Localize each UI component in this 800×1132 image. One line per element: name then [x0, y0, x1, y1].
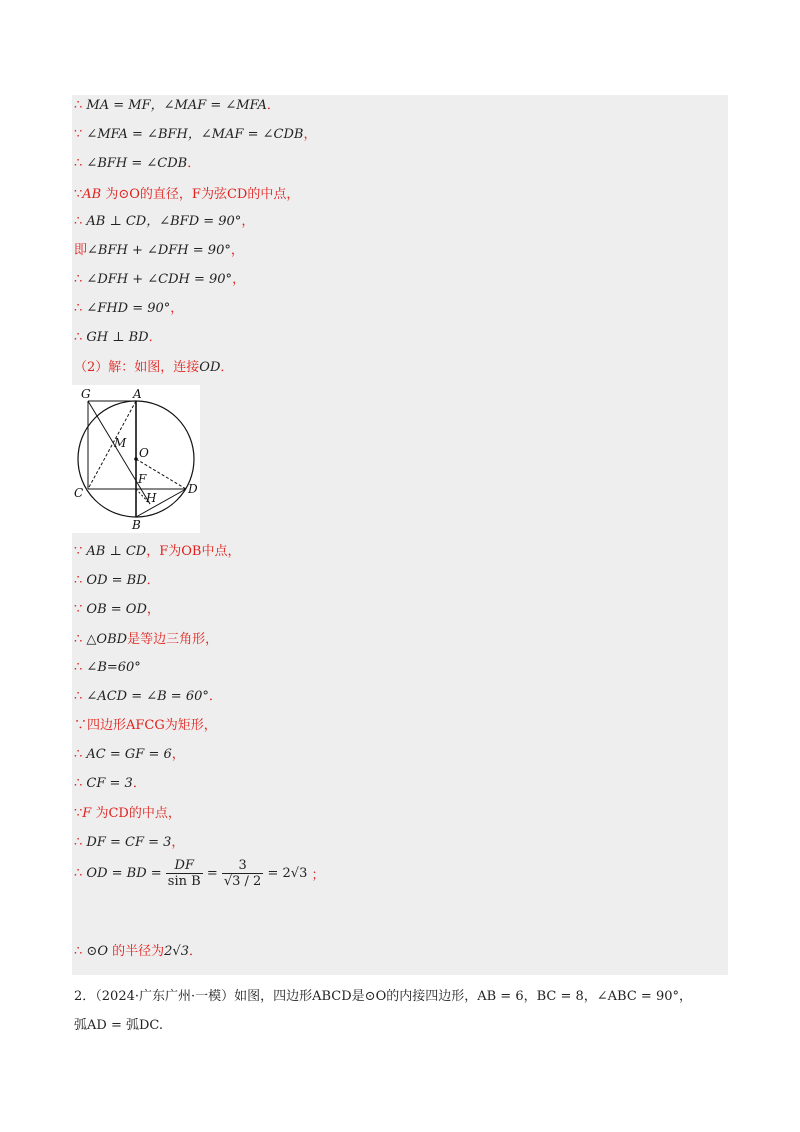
solution-line: ∴ AB ⊥ CD，∠BFD = 90°，	[74, 214, 255, 229]
solution-line: ∴ △OBD是等边三角形，	[74, 632, 219, 647]
label-H: H	[146, 491, 157, 505]
label-M: M	[114, 436, 127, 450]
circle-diagram	[72, 385, 200, 533]
solution-line: ∴ ∠ACD = ∠B = 60°．	[74, 689, 222, 704]
geometry-figure	[72, 385, 200, 533]
solution-line: ∵AB 为⊙O的直径，F为弦CD的中点，	[74, 187, 300, 202]
solution-line: ∴ MA = MF，∠MAF = ∠MFA．	[74, 98, 280, 113]
label-B: B	[132, 518, 141, 532]
solution-line: （2）解：如图，连接OD．	[74, 360, 234, 375]
label-A: A	[133, 387, 142, 401]
label-G: G	[81, 387, 91, 401]
label-O: O	[139, 446, 149, 460]
solution-line: ∴ DF = CF = 3，	[74, 835, 185, 850]
solution-line: ∴ ∠DFH + ∠CDH = 90°，	[74, 272, 246, 287]
solution-line: ∵F 为CD的中点，	[74, 806, 181, 821]
solution-line: 即∠BFH + ∠DFH = 90°，	[74, 243, 244, 258]
question-2-line2: 弧AD = 弧DC.	[74, 1018, 164, 1033]
fraction-3-root3: $\frac{3}{√3 / 2}$	[223, 858, 262, 889]
solution-line: ∵ AB ⊥ CD，F为OB中点，	[74, 544, 241, 559]
label-C: C	[74, 486, 84, 500]
solution-line: ∴ ∠BFH = ∠CDB．	[74, 156, 201, 171]
solution-line: ∴ OD = BD．	[74, 573, 160, 588]
solution-line: ∵ ∠MFA = ∠BFH，∠MAF = ∠CDB，	[74, 127, 317, 142]
solution-line: ∴ ∠B=60°	[74, 660, 141, 675]
question-2-line1: 2．（2024·广东广州·一模）如图，四边形ABCD是⊙O的内接四边形，AB = 6，BC = 8，∠ABC = 90°，	[74, 989, 692, 1004]
solution-line: ∴ CF = 3．	[74, 776, 146, 791]
fraction-df-sinb: $\frac{DF}{\text{sin B}}$	[167, 858, 201, 889]
solution-line: ∴ AC = GF = 6，	[74, 747, 185, 762]
fraction-equation: ∴ OD = BD = $\frac{DF}{\text{sin B}}$ = $\frac{3}{√3 / 2}$ = 2√3 ；	[74, 858, 325, 889]
final-answer-line: ∴ ⊙O 的半径为2√3．	[74, 944, 202, 959]
solution-line: ∴ ∠FHD = 90°，	[74, 301, 184, 316]
solution-line: ∴ GH ⊥ BD．	[74, 330, 162, 345]
solution-line: ∵ OB = OD，	[74, 602, 160, 617]
label-D: D	[188, 482, 198, 496]
label-F: F	[138, 472, 147, 486]
solution-line: ∵四边形AFCG为矩形，	[74, 718, 217, 733]
